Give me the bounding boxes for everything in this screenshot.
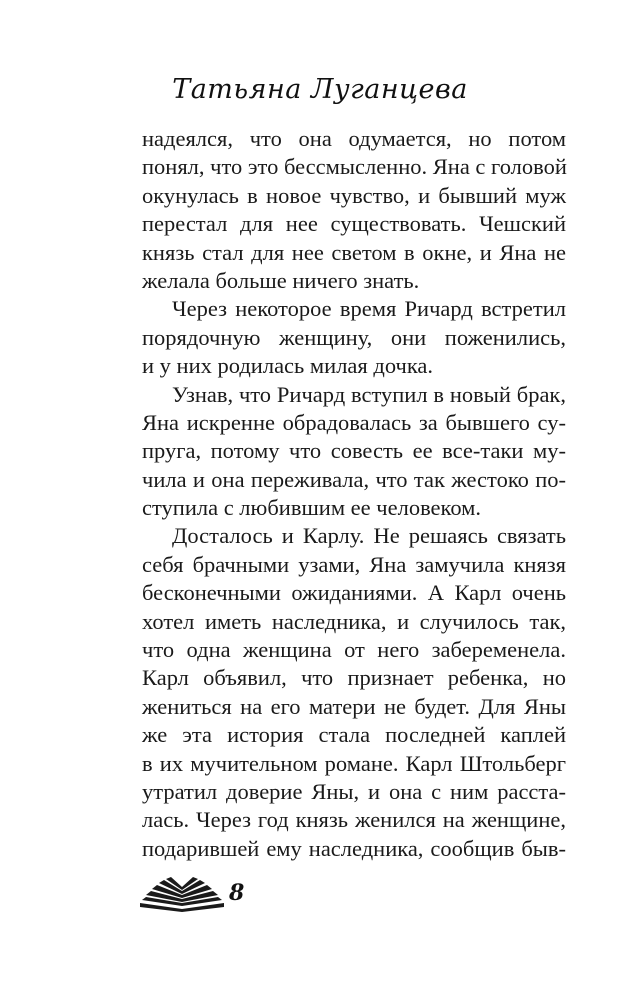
text-line: подарившей ему наследника, сообщив быв-	[142, 835, 566, 861]
text-line: себя брачными узами, Яна замучила князя	[142, 551, 566, 577]
text-line: Карл объявил, что признает ребенка, но	[142, 665, 566, 691]
text-line: лась. Через год князь женился на женщине,	[142, 807, 566, 833]
text-line: же эта история стала последней каплей	[142, 722, 566, 748]
text-line: понял, что это бессмысленно. Яна с головой	[142, 154, 567, 180]
text-line: ступила с любившим ее человеком.	[142, 495, 482, 521]
text-line: чила и она переживала, что так жестоко по-	[142, 466, 566, 492]
page-number: 8	[229, 880, 245, 906]
text-line: желала больше ничего знать.	[142, 267, 420, 293]
text-line: хотел иметь наследника, и случилось так,	[142, 608, 566, 634]
text-line: порядочную женщину, они поженились,	[142, 324, 566, 350]
text-line: утратил доверие Яны, и она с ним расста-	[142, 778, 566, 804]
text-line: и у них родилась милая дочка.	[142, 353, 434, 379]
text-line: бесконечными ожиданиями. А Карл очень	[142, 580, 566, 606]
text-line: Узнав, что Ричард вступил в новый брак,	[172, 381, 566, 407]
text-line: в их мучительном романе. Карл Штольберг	[142, 750, 566, 776]
text-line: что одна женщина от него забеременела.	[142, 637, 566, 663]
page-footer	[140, 876, 340, 916]
text-line: Яна искренне обрадовалась за бывшего су-	[142, 409, 566, 435]
text-line: князь стал для нее светом в окне, и Яна не	[142, 239, 566, 265]
running-header-author: Татьяна Луганцева	[172, 74, 468, 105]
text-line: жениться на его матери не будет. Для Яны	[142, 693, 566, 719]
text-line: пруга, потому что совесть ее все-таки му-	[142, 438, 566, 464]
text-line: Досталось и Карлу. Не решаясь связать	[172, 523, 566, 549]
open-book-icon	[140, 876, 224, 912]
text-line: Через некоторое время Ричард встретил	[172, 296, 566, 322]
text-line: надеялся, что она одумается, но потом	[142, 126, 566, 151]
text-line: перестал для нее существовать. Чешский	[142, 211, 566, 237]
text-line: окунулась в новое чувство, и бывший муж	[142, 182, 566, 208]
body-text	[142, 125, 566, 863]
